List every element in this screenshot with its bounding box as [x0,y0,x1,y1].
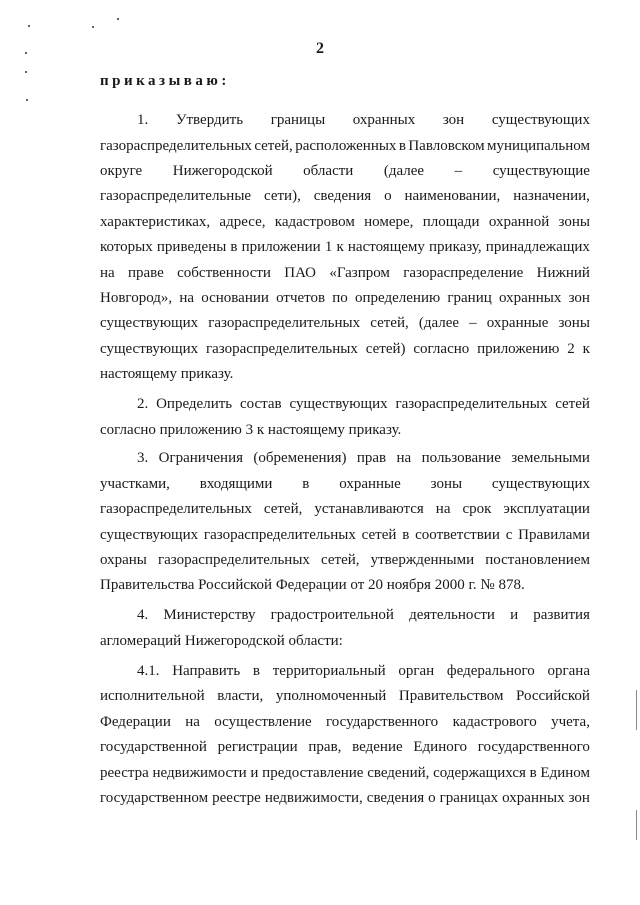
text-line: существующих газораспределительных сетей в соответствии с Правилами [100,527,590,543]
text-line: агломераций Нижегородской области: [100,633,343,649]
scan-speck [28,25,30,27]
text-line: согласно приложению 3 к настоящему приказу. [100,422,402,438]
text-line: 3. Ограничения (обременения) прав на пользование земельными [137,450,590,466]
page-number: 2 [316,40,324,57]
text-line: существующих газораспределительных сетей, (далее – охранные зоны [100,315,590,331]
text-line: государственном реестре недвижимости, сведения о границах охранных зон [100,790,590,806]
text-line: газораспределительных сетей, устанавливаются на срок эксплуатации [100,501,590,517]
scan-edge-mark [636,810,637,840]
order-heading: приказываю: [100,73,230,89]
text-line: 2. Определить состав существующих газораспределительных сетей [137,396,590,412]
text-line: участками, входящими в охранные зоны существующих [100,476,590,492]
text-line: округе Нижегородской области (далее – существующие [100,163,590,179]
text-line: охраны газораспределительных сетей, утвержденными постановлением [100,552,590,568]
text-line: реестра недвижимости и предоставление сведений, содержащихся в Едином [100,765,590,781]
scan-speck [117,18,119,20]
text-line: газораспределительных сетей, расположенных в Павловском муниципальном [100,138,590,154]
text-line: Новгород», на основании отчетов по определению границ охранных зон [100,290,590,306]
scan-speck [92,26,94,28]
text-line: государственной регистрации прав, ведение Единого государственного [100,739,590,755]
text-line: 4.1. Направить в территориальный орган федерального органа [137,663,590,679]
text-line: Правительства Российской Федерации от 20 ноября 2000 г. № 878. [100,577,525,593]
scan-edge-mark [636,690,637,730]
text-line: газораспределительные сети), сведения о наименовании, назначении, [100,188,590,204]
text-line: которых приведены в приложении 1 к настоящему приказу, принадлежащих [100,239,590,255]
text-line: 1. Утвердить границы охранных зон существующих [137,112,590,128]
text-line: 4. Министерству градостроительной деятельности и развития [137,607,590,623]
text-line: настоящему приказу. [100,366,234,382]
scan-speck [26,99,28,101]
text-line: характеристиках, адресе, кадастровом номере, площади охранной зоны [100,214,590,230]
text-line: на праве собственности ПАО «Газпром газораспределение Нижний [100,265,590,281]
text-line: Федерации на осуществление государственного кадастрового учета, [100,714,590,730]
scan-speck [25,71,27,73]
text-line: существующих газораспределительных сетей) согласно приложению 2 к [100,341,590,357]
text-line: исполнительной власти, уполномоченный Правительством Российской [100,688,590,704]
